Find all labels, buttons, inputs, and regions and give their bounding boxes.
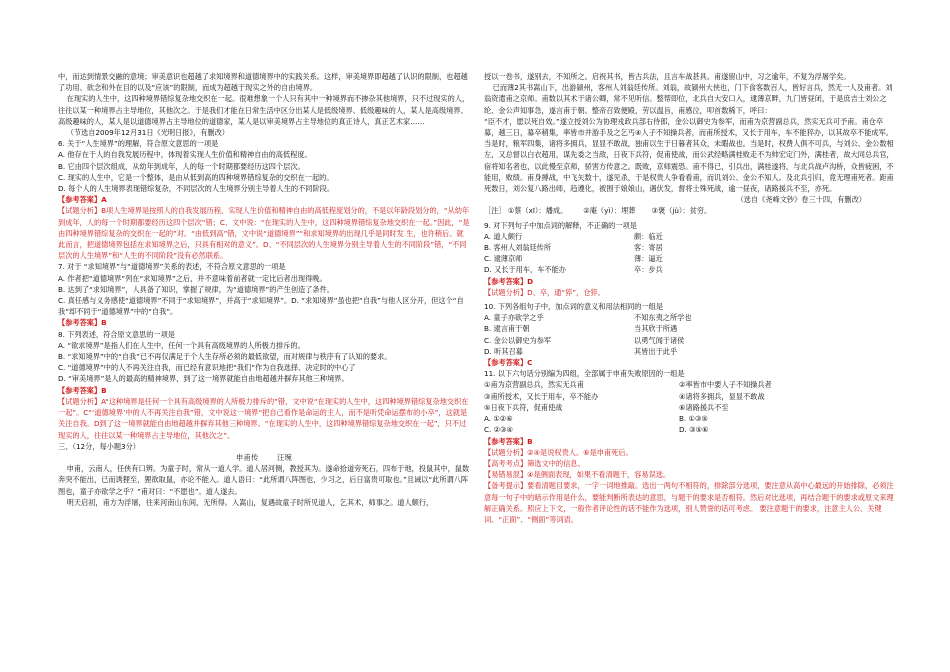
q11-sentence-6: ⑥诸路援兵不至: [679, 402, 729, 412]
q11-prep-tip: 【备考提示】要看清题目要求，一字一词地推敲。选出一两句不相符的，排除部分选项，要注意从高中心最远的开始排除，必须注意每一句子中的暗示作用是什么，要能判断所表达的意思，与题干的要求是否相符。然后对比选项，再结合题干的要求或原文来理解正确关系。照应上下文，一般作者评论性的话不能作为选项，别人赞誉的话可考虑。 要注意题干的要求，注意主人公、关键词、“正面”、“侧面”等词语。: [484, 481, 894, 524]
q6-option-b: B. 它由四个层次组成，从幼年到成年，人的每一个时期都要经历这四个层次。: [58, 161, 305, 171]
q11-option-c: C. ②③④: [484, 425, 513, 435]
q8-answer: 【参考答案】B: [58, 385, 107, 395]
passage-continuation: 授以一卷书，遂别去，不知所之。启祝其书，皆古兵法，且言车战甚具。甫遂留山中，习之逾年，不复为浮屠学矣。: [484, 72, 851, 81]
q8-option-c: C. “道德境界”中的人不再关注自我，而已经有意识地把“我们”作为自我选择、决定时的中心了: [58, 363, 356, 373]
q9-option-b: B. 客州人刘翁廷传所: [484, 243, 552, 253]
q10-option-c: C. 金公以御史为参军: [484, 335, 552, 345]
q6-option-d: D. 每个人的人生境界表现错综复杂，不同层次的人生境界分别主导着人生的不同阶段。: [58, 184, 335, 194]
q11-sentence-3: ③甫所授术，又长于用车，卒不能办: [484, 391, 599, 401]
q9-option-b-gloss: 客：寄居: [634, 243, 663, 253]
q6-analysis: 【试题分析】B项人生境界是按照人的自我发展历程、实现人生价值和精神自由的高低程度划分的，不是以年龄段划分的，“从幼年到成年，人的每一个时期都要经历这四个层次”错；C、文中说：“在现实的人生中，这四种境界错综复杂地交织在一起。”因此，“是由四种境界错综复杂的交织在一起的”对。“由低到高”错，文中说“道德境界”“和求知境界的出现几乎是同时发 生，也许稍后。就此而言，把道德境界包括在求知境界之后，只具有相对的意义”。D、“不同层次的人生境界分别主导着人生的不同阶段”错，“不同层次的人生境界”和“人生的不同阶段”没有必然联系。: [58, 206, 470, 261]
intro-paragraph-1: 中，而达到情景交融的意境；审美意识也超越了求知境界和道德境界中的实践关系。这样，审美境界即超越了认识的限制，也超越了功用、欲念和外在目的以及“应该”的限制，而成为超越于现实之外的自由境界。: [58, 72, 468, 93]
q9-analysis: 【试题分析】D、卒，通“猝”，仓猝。: [484, 287, 605, 297]
q11-options: [484, 379, 896, 435]
passage-paragraph-3: 已而薄2其书嵩山下，出游颍州，客州人刘翁廷传所。刘翁，故颍州大侠也，门下食客数百人，皆好言兵，然无一人及甫者。刘翁资遣甫之京师。甫数以其术干诸公卿，常不见听信。整帮即位，北兵自大安口入，逮薄京畔，九门皆昼闭，于是庶吉士刘公之纶、金公声知事急，遂言甫于朝。整帝召致便殿，劳以温旨，甫感泣，叩首数稀下，呼曰：: [484, 83, 893, 115]
q11-option-d: D. ③⑤⑥: [679, 425, 709, 435]
q6-stem: 6. 关于“人生境界”的理解，符合原文意思的一项是: [58, 139, 219, 149]
q11-sentence-1: ①甫为京营副总兵，然实无兵甫: [484, 380, 584, 390]
q8-stem: 8. 下列表述，符合原文意思的一项是: [58, 329, 175, 339]
q6-option-a: A. 他存在于人的自我发展历程中，体现着实现人生价值和精神自由的高低程度。: [58, 150, 312, 160]
q10-option-c-pair: 以勇气闻于诸侯: [634, 335, 685, 345]
passage-author: 汪琬: [277, 452, 293, 462]
q8-option-b: B. “求知境界”中的“自我”已不再仅满足于个人生存所必须的最低欲望，而对规律与秩序有了认知的要求。: [58, 352, 392, 362]
notes-line: [484, 205, 896, 216]
q9-option-a: A. 道人颇行: [484, 231, 523, 241]
left-column: [58, 71, 470, 508]
q11-error-note: 【易错易混】④是侧面表现，如果不看清题干，容易误选。: [484, 470, 671, 480]
passage-paragraph-4: “臣不才，愿以死自效。”遂立授刘公为协理戎政兵部右侍郎，金公以御史为参军，而甫为京营副总兵，然实无兵可予甫。甫仓卒募，越三日，募卒稍集，率皆市井游手及之乞丐④人子不知操兵者，而甫所授术，又长于用车，车不能猝办，以其故卒不能成军。当是时，粮军四集，诸将多拥兵，显显不敢战，独甫以生于日暮者其众，未暇战也。当是时，权费人俱不可兵，与刘公、金公数相左，又总督以白衣超用，谋先委之当敌，日夜下兵符，促甫使战，而公武经略满桂败走不为帅宏定门外，满桂者，故大同总兵官，宿将知名者也，以此慢至京师，骄害方传意之。既败，京师震恐。甫不得已，引兵出，满桂遂将，与北兵战卢沟桥，众皆疲困，不能用，败绩。甫身搏战，中飞矢数十，遂见杀，于是权贵人争看看甫，而讥刘公、金公不知人。及北兵引归，竟无理甫死者。距甫死数日，刘公复八路出师，趋遵化，被围于娘娘山，遇伏发，督将士殊死战，逾一昼夜，诸路援兵不至，亦死。: [484, 116, 894, 194]
q9-option-c: C. 逮薄京师: [484, 254, 523, 264]
note-1: ［注］ ①蔡（xī）：燔成。: [484, 206, 568, 216]
passage-paragraph-2: 明天启初，甫方为浮屠，往来河南山东间，无所得。入嵩山，复遇故童子时所见道人，乞其术，师事之。道人颇行，: [66, 497, 434, 507]
note-2: ②庵（yì）：埋葬: [583, 206, 636, 216]
q9-stem: 9. 对下列句子中加点词的解释，不正确的一项是: [484, 220, 637, 230]
q9-option-d: D. 又长于用车，车不能办: [484, 265, 566, 275]
q10-stem: 10. 下列各组句子中，加点词的意义和用法相同的一组是: [484, 302, 664, 312]
passage-paragraph-1: 申甫，云南人，任侠有口辨。为童子时，常从一道人学。道人居河侧，教授其为。遂命拾道旁死石，四布于地，投鼠其中，鼠数奔突不能出，已而诱狸至，狸欲取鼠，亦论不能入。道人语曰：“此所谓八阵图也，少习之，后日富贵可取也。”且诫以“此所谓八阵图也，童子亦欲学之乎？”甫对曰：“不愿也”。道人遂去。: [58, 464, 470, 496]
passage-title-line: [58, 452, 470, 463]
q11-exam-point: 【高考考点】筛选文中的信息。: [484, 458, 585, 468]
q6-answer: 【参考答案】A: [58, 195, 107, 205]
q7-stem: 7. 对于 “求知境界”与“道德境界”关系的表述，不符合原文意思的一项是: [58, 262, 286, 272]
q11-option-b: B. ①③⑤: [679, 414, 708, 424]
q11-analysis: 【试题分析】②④是说权贵人。⑥是申甫死后。: [484, 447, 633, 457]
q7-answer: 【参考答案】B: [58, 318, 107, 328]
q7-option-a: A. 作者把“道德境界”列在“求知境界”之后，并不意味着前者就一定比后者出现得晚。: [58, 273, 327, 283]
q9-option-d-gloss: 卒：步兵: [634, 265, 663, 275]
q9-answer: 【参考答案】D: [484, 276, 534, 286]
q10-answer: 【参考答案】C: [484, 358, 533, 368]
q8-analysis: 【试题分析】A“这种境界是任何一个具有高级境界的人所极力排斥的”错，文中说“在现实的人生中，这四种境界错综复杂地交织在一起”。C“‘道德境界’中的人不再关注自我”错，文中说这一境界“把自己看作是命运的主人，而不是听凭命运摆布的小卒”，这就是关注自我。D到了这一境界就能自由地超越并摒弃其他三种境界。“在现实的人生中，这四种境界错综复杂地交织在一起”，只不过现实的人，往往以某一种境界占主导地位，其他次之”。: [58, 396, 469, 440]
q10-option-d: D. 听其召募: [484, 346, 523, 356]
q7-option-b: B. 达到了“求知境界”，人具备了知识，掌握了规律，为“道德境界”的产生创造了条件。: [58, 284, 334, 294]
q9-options: [484, 231, 896, 276]
q11-answer: 【参考答案】B: [484, 436, 533, 446]
q9-option-a-gloss: 颇：临近: [634, 231, 663, 241]
q10-option-b-pair: 当其欣于所遇: [634, 324, 678, 334]
q11-sentence-5: ⑤日夜下兵符，促甫使战: [484, 402, 563, 412]
passage-source: （选自《尧峰文钞》卷三十四，有删改）: [736, 195, 866, 205]
q10-option-d-pair: 其皆出于此乎: [634, 346, 678, 356]
source-note: （节选自2009年12月31日《光明日报》，有删改）: [66, 128, 229, 138]
q11-sentence-4: ④诸将多拥兵，显显不敢战: [679, 391, 765, 401]
q9-option-c-gloss: 薄：逼近: [634, 254, 663, 264]
q10-options: [484, 312, 896, 357]
passage-title: 申甫传: [235, 452, 259, 462]
q10-option-a-pair: 不知东夷之所学也: [634, 313, 692, 323]
q11-stem: 11. 以下六句话分别编为四组，全部属于申甫失败原因的一组是: [484, 369, 685, 379]
q8-option-d: D. “审美境界”是人的最高的精神境界，到了这一境界就能自由地超越并摒弃其他三种境界。: [58, 374, 349, 384]
right-column: [484, 71, 896, 525]
q6-option-c: C. 现实的人生中，它是一个整体，是由从低到高的四种境界错综复杂的交织在一起的。: [58, 172, 334, 182]
q10-option-a: A. 童子亦欲学之乎: [484, 313, 544, 323]
section-3-heading: 三、（12分，每小题3分）: [58, 441, 140, 451]
note-3: ③褒（jù）：贫穷。: [651, 206, 712, 216]
q11-sentence-2: ②率皆市中要人子不知操兵者: [679, 380, 772, 390]
q10-option-b: B. 逮言甫于朝: [484, 324, 530, 334]
intro-paragraph-2: 在现实的人生中，这四种境界错综复杂地交织在一起。很难想象一个人只有其中一种境界而不掺杂其他境界，只不过现实的人，往往以某一种境界占主导地位，其他次之。于是我们才能在日常生活中区分出某人是低级境界、低级趣味的人，某人是高级境界、高级趣味的人，某人是以道德境界占主导地位的道德家，某人是以审美境界占主导地位的真正诗人，真正艺术家……: [58, 94, 470, 126]
q7-option-cd: C. 真任感与义务感使“道德境界”不同于“求知境界”，并高于“求知境界”。D. “求知境界”虽也把“自我”与他人区分开，但这个“自我”却不同于“道德境界”中的“自我”。: [58, 296, 464, 317]
q11-option-a: A. ①②⑥: [484, 414, 513, 424]
q8-option-a: A. “欲求境界”是指人们在人生中，任何一个具有高级境界的人所极力排斥的。: [58, 340, 305, 350]
